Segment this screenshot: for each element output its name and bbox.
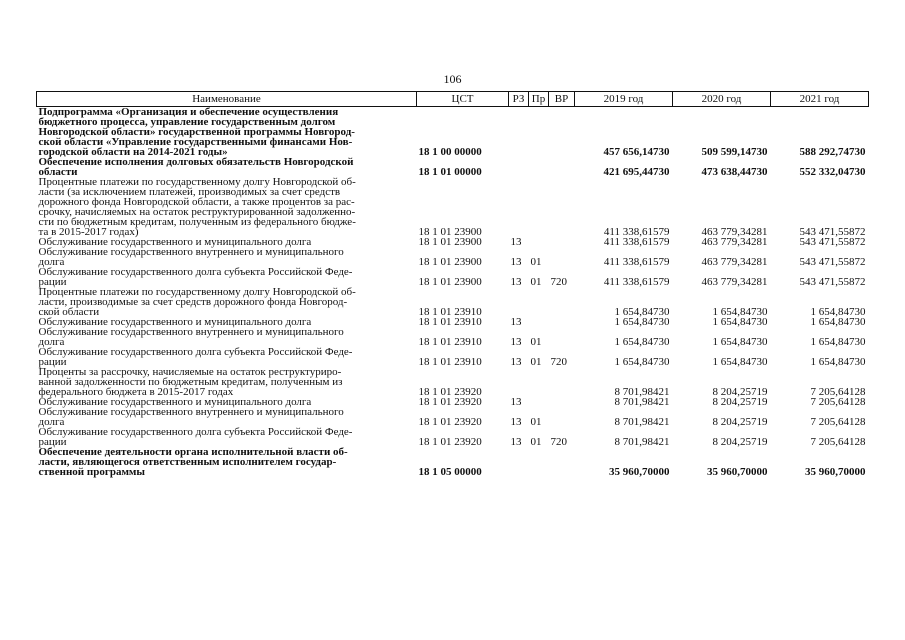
row-name-line: Обслуживание государственного и муниципального долга [38,396,312,408]
cell-2019: 421 695,44730 [603,166,670,178]
cell-pr [529,157,549,177]
cell-cst: 18 1 00 00000 [418,146,482,158]
cell-rz [509,287,529,317]
table-row [37,447,869,477]
cell-2021: 1 654,84730 [810,336,866,348]
row-name [37,347,417,367]
cell-2021: 35 960,70000 [805,466,866,478]
row-name-line: Процентные платежи по государственному долгу Новгородской об- [38,286,356,298]
row-name [37,267,417,287]
row-name-line: долга [38,336,65,348]
cell-cst: 18 1 01 23900 [418,226,482,238]
header-pr: Пр [529,92,549,107]
cell-cst: 18 1 05 00000 [418,466,482,478]
cell-pr [529,287,549,317]
cell-rz: 13 [510,356,522,368]
row-name-line: ласти, производимые за счет средств дорожного фонда Новгород- [38,296,348,308]
row-name [37,327,417,347]
row-name-line: ской области «Управление государственными финансами Нов- [38,136,353,148]
row-name-line: бюджетного процесса, управление государственным долгом [38,116,336,128]
cell-2021: 7 205,64128 [810,396,866,408]
row-name-line: Обслуживание государственного и муниципального долга [38,236,312,248]
table-row [37,407,869,427]
cell-cst: 18 1 01 23910 [418,306,482,318]
cell-2020: 1 654,84730 [712,316,768,328]
cell-pr [529,107,549,158]
cell-pr [529,397,549,407]
cell-vr [549,237,575,247]
cell-vr [549,177,575,237]
cell-2020: 1 654,84730 [712,356,768,368]
cell-vr [549,317,575,327]
cell-pr: 01 [530,436,542,448]
row-name-line: Обслуживание государственного долга субъекта Российской Феде- [38,346,353,358]
page-number: 106 [443,72,462,86]
cell-2019: 8 701,98421 [614,416,670,428]
cell-rz: 13 [510,256,522,268]
cell-2019: 35 960,70000 [609,466,670,478]
row-name [37,107,417,158]
row-name-line: Проценты за рассрочку, начисляемые на остаток реструктуриро- [38,366,342,378]
row-name [37,407,417,427]
cell-2020: 473 638,44730 [701,166,768,178]
row-name-line: Обеспечение деятельности органа исполнительной власти об- [38,446,348,458]
cell-rz [509,367,529,397]
cell-2021: 1 654,84730 [810,306,866,318]
cell-vr: 720 [550,436,567,448]
row-name-line: рации [38,356,67,368]
cell-2020: 8 204,25719 [712,436,768,448]
cell-pr [529,317,549,327]
row-name-line: Новгородской области» государственной программы Новгород- [38,126,355,138]
row-name-line: рации [38,276,67,288]
header-rz: РЗ [509,92,529,107]
row-name-line: Обслуживание государственного долга субъекта Российской Феде- [38,266,353,278]
cell-vr [549,157,575,177]
row-name [37,447,417,477]
cell-2021: 1 654,84730 [810,316,866,328]
cell-rz: 13 [510,336,522,348]
row-name-line: Обслуживание государственного долга субъекта Российской Феде- [38,426,353,438]
table-row [37,427,869,447]
budget-table [36,91,869,477]
cell-2019: 1 654,84730 [614,316,670,328]
cell-pr: 01 [530,416,542,428]
row-name-line: области [38,166,78,178]
row-name-line: ванной задолженности по бюджетным кредитам, полученным из [38,376,343,388]
cell-cst: 18 1 01 23920 [418,436,482,448]
row-name [37,427,417,447]
row-name-line: долга [38,416,65,428]
cell-2020: 1 654,84730 [712,306,768,318]
row-name-line: федерального бюджета в 2015-2017 годах [38,386,234,398]
row-name-line: срочку, начисляемых на остаток реструктурированной задолженно- [38,206,356,218]
cell-vr [549,287,575,317]
header-2020: 2020 год [673,92,771,107]
header-vr: ВР [549,92,575,107]
cell-2021: 543 471,55872 [799,236,866,248]
cell-2019: 8 701,98421 [614,436,670,448]
cell-rz: 13 [510,436,522,448]
row-name-line: Обслуживание государственного внутреннего и муниципального [38,406,344,418]
row-name-line: Подпрограмма «Организация и обеспечение осуществления [38,106,339,118]
cell-2020: 463 779,34281 [701,236,768,248]
cell-vr [549,107,575,158]
cell-vr [549,447,575,477]
row-name-line: ской области [38,306,100,318]
table-row [37,107,869,158]
cell-2020: 463 779,34281 [701,226,768,238]
cell-vr [549,327,575,347]
cell-2019: 1 654,84730 [614,306,670,318]
cell-2021: 552 332,04730 [799,166,866,178]
cell-2020: 35 960,70000 [707,466,768,478]
row-name-line: дорожного фонда Новгородской области, а также процентов за рас- [38,196,355,208]
cell-cst: 18 1 01 23910 [418,336,482,348]
cell-rz: 13 [510,276,522,288]
cell-pr: 01 [530,276,542,288]
cell-rz [509,177,529,237]
row-name [37,367,417,397]
cell-cst: 18 1 01 23900 [418,236,482,248]
row-name-line: Обеспечение исполнения долговых обязательств Новгородской [38,156,354,168]
cell-rz: 13 [510,416,522,428]
cell-vr: 720 [550,356,567,368]
table-row [37,287,869,317]
cell-2019: 411 338,61579 [603,226,670,238]
header-name: Наименование [37,92,417,107]
table-row [37,367,869,397]
cell-2021: 7 205,64128 [810,416,866,428]
row-name-line: Обслуживание государственного и муниципального долга [38,316,312,328]
row-name-line: та в 2015-2017 годах) [38,226,139,238]
table-row [37,327,869,347]
cell-2020: 1 654,84730 [712,336,768,348]
cell-vr [549,407,575,427]
cell-rz: 13 [510,396,522,408]
table-row [37,177,869,237]
cell-2019: 8 701,98421 [614,396,670,408]
row-name-line: Обслуживание государственного внутреннего и муниципального [38,246,344,258]
cell-pr: 01 [530,336,542,348]
cell-pr [529,367,549,397]
cell-2020: 8 204,25719 [712,416,768,428]
cell-cst: 18 1 01 00000 [418,166,482,178]
cell-2021: 543 471,55872 [799,276,866,288]
cell-cst: 18 1 01 23910 [418,316,482,328]
cell-cst: 18 1 01 23910 [418,356,482,368]
table-row [37,157,869,177]
cell-cst: 18 1 01 23900 [418,256,482,268]
cell-2020: 463 779,34281 [701,276,768,288]
header-2019: 2019 год [575,92,673,107]
row-name-line: ласти, являющегося ответственным исполнителем государ- [38,456,337,468]
cell-rz [509,107,529,158]
cell-2021: 7 205,64128 [810,436,866,448]
cell-rz [509,157,529,177]
row-name-line: Обслуживание государственного внутреннего и муниципального [38,326,344,338]
row-name [37,287,417,317]
cell-2019: 1 654,84730 [614,356,670,368]
cell-2021: 543 471,55872 [799,226,866,238]
cell-vr [549,397,575,407]
cell-2021: 543 471,55872 [799,256,866,268]
cell-2021: 7 205,64128 [810,386,866,398]
cell-vr [549,247,575,267]
cell-2019: 411 338,61579 [603,236,670,248]
cell-2019: 8 701,98421 [614,386,670,398]
cell-rz: 13 [510,316,522,328]
cell-pr: 01 [530,256,542,268]
cell-vr: 720 [550,276,567,288]
cell-2020: 8 204,25719 [712,386,768,398]
row-name [37,157,417,177]
cell-2021: 1 654,84730 [810,356,866,368]
cell-pr: 01 [530,356,542,368]
cell-2019: 457 656,14730 [603,146,670,158]
cell-2020: 8 204,25719 [712,396,768,408]
cell-cst: 18 1 01 23920 [418,386,482,398]
cell-pr [529,177,549,237]
row-name-line: городской области на 2014-2021 годы» [38,146,228,158]
cell-rz: 13 [510,236,522,248]
table-row [37,347,869,367]
cell-2021: 588 292,74730 [799,146,866,158]
table-body [37,107,869,478]
cell-cst: 18 1 01 23920 [418,396,482,408]
row-name [37,247,417,267]
cell-pr [529,447,549,477]
cell-2020: 509 599,14730 [701,146,768,158]
table-row [37,247,869,267]
cell-2019: 411 338,61579 [603,256,670,268]
cell-rz [509,447,529,477]
cell-pr [529,237,549,247]
row-name-line: ственной программы [38,466,146,478]
cell-2019: 411 338,61579 [603,276,670,288]
cell-2020: 463 779,34281 [701,256,768,268]
table-row [37,267,869,287]
row-name-line: сти по бюджетным кредитам, полученным из федерального бюдже- [38,216,356,228]
row-name-line: Процентные платежи по государственному долгу Новгородской об- [38,176,356,188]
row-name-line: ласти (за исключением платежей, производимых за счет средств [38,186,341,198]
table-header-row [37,92,869,107]
cell-vr [549,367,575,397]
header-cst: ЦСТ [417,92,509,107]
cell-cst: 18 1 01 23900 [418,276,482,288]
cell-2019: 1 654,84730 [614,336,670,348]
row-name-line: рации [38,436,67,448]
header-2021: 2021 год [771,92,869,107]
row-name-line: долга [38,256,65,268]
cell-cst: 18 1 01 23920 [418,416,482,428]
row-name [37,177,417,237]
